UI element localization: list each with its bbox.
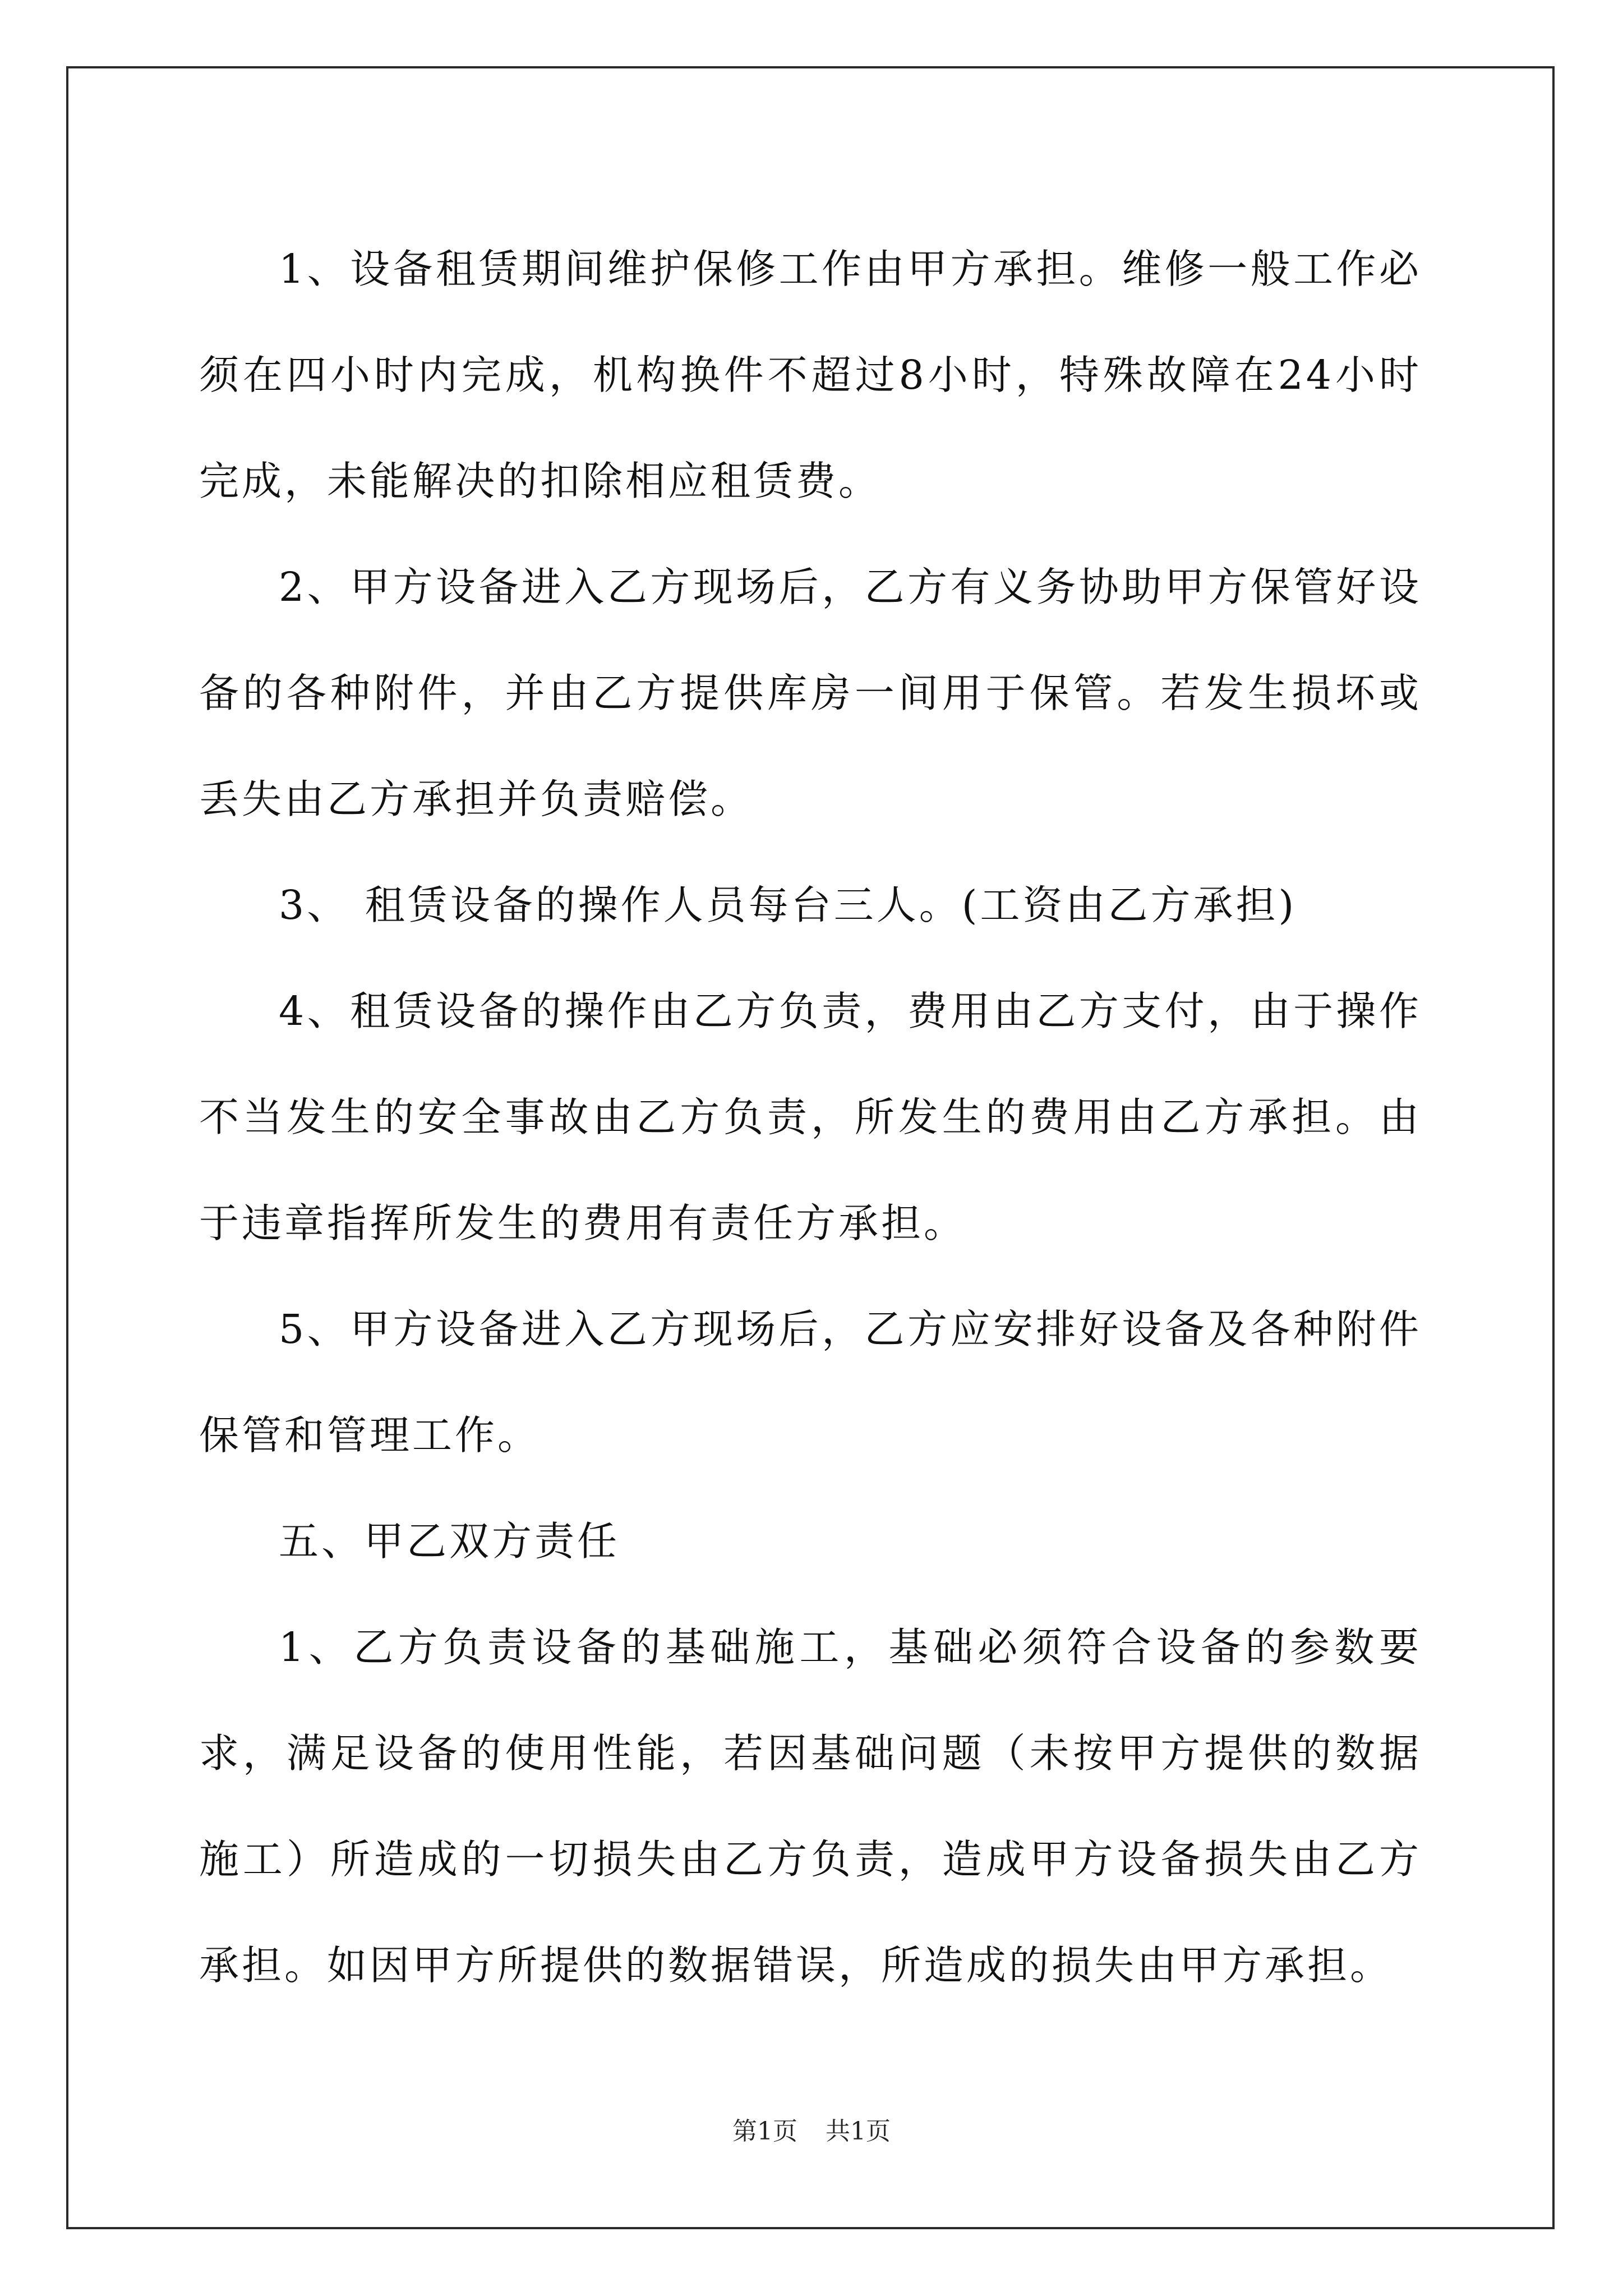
paragraph-section-5-clause-1: 1、乙方负责设备的基础施工，基础必须符合设备的参数要求，满足设备的使用性能，若因基础问题（未按甲方提供的数据施工）所造成的一切损失由乙方负责，造成甲方设备损失由乙方承担。如因甲方所提供的数据错误，所造成的损失由甲方承担。	[199, 1624, 1422, 1989]
paragraph-clause-1: 1、设备租赁期间维护保修工作由甲方承担。维修一般工作必须在四小时内完成，机构换件不超过8小时，特殊故障在24小时完成，未能解决的扣除相应租赁费。	[199, 246, 1422, 504]
section-heading: 五、甲乙双方责任	[279, 1518, 620, 1565]
paragraph-clause-2: 2、甲方设备进入乙方现场后，乙方有义务协助甲方保管好设备的各种附件，并由乙方提供库房一间用于保管。若发生损坏或丢失由乙方承担并负责赔偿。	[199, 564, 1422, 822]
page-footer	[0, 2115, 1623, 2148]
paragraph-clause-3: 3、 租赁设备的操作人员每台三人。(工资由乙方承担)	[279, 882, 1297, 928]
page-number: 第1页	[732, 2117, 797, 2146]
paragraph-clause-5: 5、甲方设备进入乙方现场后，乙方应安排好设备及各种附件保管和管理工作。	[199, 1306, 1422, 1458]
paragraph-clause-4: 4、租赁设备的操作由乙方负责，费用由乙方支付，由于操作不当发生的安全事故由乙方负责，所发生的费用由乙方承担。由于违章指挥所发生的费用有责任方承担。	[199, 988, 1422, 1246]
document-body	[199, 216, 1422, 2018]
page-total: 共1页	[826, 2117, 891, 2146]
